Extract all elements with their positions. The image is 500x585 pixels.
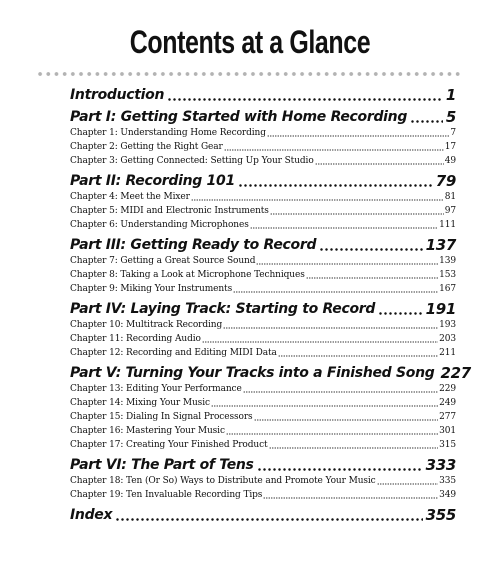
toc-chapter-entry bbox=[70, 218, 456, 232]
toc-chapter-entry bbox=[70, 382, 456, 396]
toc-chapter-label: Chapter 11: Recording Audio bbox=[70, 334, 201, 344]
dot-leader bbox=[377, 483, 438, 485]
toc-chapter-page: 153 bbox=[439, 270, 456, 280]
toc-section bbox=[70, 86, 456, 104]
toc-chapter-page: 277 bbox=[439, 412, 456, 422]
toc-chapter-entry bbox=[70, 332, 456, 346]
dot-leader bbox=[256, 263, 438, 265]
toc-chapter-label: Chapter 17: Creating Your Finished Product bbox=[70, 440, 268, 450]
toc-chapter-label: Chapter 19: Ten Invaluable Recording Tips bbox=[70, 490, 263, 500]
toc-part-label: Part I: Getting Started with Home Recording bbox=[70, 109, 408, 125]
toc-chapter-page: 111 bbox=[439, 220, 456, 230]
toc-chapter-label: Chapter 13: Editing Your Performance bbox=[70, 384, 242, 394]
toc-part-page: 1 bbox=[445, 86, 456, 104]
toc-chapter-entry bbox=[70, 424, 456, 438]
dot-leader bbox=[257, 468, 423, 471]
toc-chapter-label: Chapter 14: Mixing Your Music bbox=[70, 398, 210, 408]
dot-leader bbox=[226, 433, 438, 435]
toc-chapter-page: 211 bbox=[439, 348, 456, 358]
dot-leader bbox=[254, 419, 439, 421]
toc-part-entry bbox=[70, 108, 456, 126]
toc-section bbox=[70, 364, 471, 452]
toc-chapter-page: 97 bbox=[444, 206, 456, 216]
toc-chapter-entry bbox=[70, 254, 456, 268]
dot-leader bbox=[243, 391, 438, 393]
dot-leader bbox=[233, 291, 438, 293]
toc-part-entry bbox=[70, 364, 471, 382]
toc-part-entry bbox=[70, 300, 456, 318]
dot-leader bbox=[115, 518, 422, 521]
toc-chapter-page: 193 bbox=[439, 320, 456, 330]
toc-chapter-label: Chapter 4: Meet the Mixer bbox=[70, 192, 190, 202]
toc-chapter-label: Chapter 15: Dialing In Signal Processors bbox=[70, 412, 253, 422]
dot-leader bbox=[238, 184, 433, 187]
toc-chapter-entry bbox=[70, 190, 456, 204]
toc-chapter-page: 139 bbox=[439, 256, 456, 266]
toc-chapter-page: 167 bbox=[439, 284, 456, 294]
toc-chapter-page: 335 bbox=[439, 476, 456, 486]
toc-chapter-entry bbox=[70, 438, 456, 452]
toc-chapter-page: 301 bbox=[439, 426, 456, 436]
toc-section bbox=[70, 300, 456, 360]
toc-part-label: Introduction bbox=[70, 87, 165, 103]
dot-leader bbox=[319, 248, 422, 251]
table-of-contents bbox=[70, 86, 471, 528]
toc-part-label: Part III: Getting Ready to Record bbox=[70, 237, 317, 253]
toc-chapter-label: Chapter 12: Recording and Editing MIDI Data bbox=[70, 348, 277, 358]
toc-chapter-page: 349 bbox=[439, 490, 456, 500]
dot-leader bbox=[267, 135, 449, 137]
toc-part-page: 191 bbox=[425, 300, 456, 318]
toc-chapter-entry bbox=[70, 126, 456, 140]
dot-leader bbox=[191, 199, 444, 201]
toc-chapter-label: Chapter 2: Getting the Right Gear bbox=[70, 142, 223, 152]
toc-section bbox=[70, 506, 456, 524]
toc-chapter-entry bbox=[70, 268, 456, 282]
toc-chapter-page: 7 bbox=[450, 128, 456, 138]
dot-leader bbox=[250, 227, 438, 229]
dot-leader bbox=[410, 120, 443, 123]
toc-chapter-label: Chapter 8: Taking a Look at Microphone Techniques bbox=[70, 270, 305, 280]
dot-leader bbox=[269, 447, 439, 449]
dot-leader bbox=[278, 355, 438, 357]
toc-part-entry bbox=[70, 456, 456, 474]
toc-chapter-page: 203 bbox=[439, 334, 456, 344]
toc-chapter-entry bbox=[70, 204, 456, 218]
page-title: Contents at a Glance bbox=[129, 24, 371, 60]
toc-part-page: 355 bbox=[425, 506, 456, 524]
toc-part-page: 137 bbox=[425, 236, 456, 254]
toc-chapter-label: Chapter 3: Getting Connected: Setting Up Your Studio bbox=[70, 156, 314, 166]
dot-leader bbox=[223, 327, 438, 329]
toc-part-entry bbox=[70, 236, 456, 254]
toc-chapter-label: Chapter 10: Multitrack Recording bbox=[70, 320, 223, 330]
toc-section bbox=[70, 172, 456, 232]
toc-part-label: Part VI: The Part of Tens bbox=[70, 457, 254, 473]
dot-leader bbox=[263, 497, 438, 499]
dot-leader bbox=[211, 405, 438, 407]
toc-chapter-page: 315 bbox=[439, 440, 456, 450]
toc-part-entry bbox=[70, 86, 456, 104]
toc-part-page: 79 bbox=[435, 172, 456, 190]
toc-chapter-page: 17 bbox=[444, 142, 456, 152]
toc-section bbox=[70, 108, 456, 168]
toc-chapter-entry bbox=[70, 488, 456, 502]
dotted-divider bbox=[36, 70, 462, 78]
dot-leader bbox=[270, 213, 444, 215]
toc-chapter-page: 81 bbox=[444, 192, 456, 202]
toc-chapter-label: Chapter 16: Mastering Your Music bbox=[70, 426, 225, 436]
dot-leader bbox=[306, 277, 438, 279]
toc-part-label: Part IV: Laying Track: Starting to Record bbox=[70, 301, 376, 317]
dot-leader bbox=[167, 98, 443, 101]
toc-part-label: Index bbox=[70, 507, 113, 523]
toc-part-label: Part II: Recording 101 bbox=[70, 173, 235, 189]
dot-leader bbox=[224, 149, 444, 151]
toc-chapter-entry bbox=[70, 346, 456, 360]
toc-part-label: Part V: Turning Your Tracks into a Finished Song bbox=[70, 365, 435, 381]
toc-chapter-page: 49 bbox=[444, 156, 456, 166]
toc-section bbox=[70, 236, 456, 296]
toc-chapter-label: Chapter 5: MIDI and Electronic Instruments bbox=[70, 206, 269, 216]
toc-chapter-entry bbox=[70, 396, 456, 410]
dot-leader bbox=[315, 163, 444, 165]
toc-chapter-entry bbox=[70, 474, 456, 488]
toc-part-page: 333 bbox=[425, 456, 456, 474]
toc-part-entry bbox=[70, 506, 456, 524]
toc-chapter-entry bbox=[70, 154, 456, 168]
toc-chapter-page: 249 bbox=[439, 398, 456, 408]
toc-part-entry bbox=[70, 172, 456, 190]
toc-chapter-entry bbox=[70, 282, 456, 296]
dot-leader bbox=[378, 312, 422, 315]
toc-chapter-label: Chapter 1: Understanding Home Recording bbox=[70, 128, 266, 138]
toc-chapter-entry bbox=[70, 140, 456, 154]
toc-chapter-label: Chapter 9: Miking Your Instruments bbox=[70, 284, 233, 294]
toc-chapter-label: Chapter 7: Getting a Great Source Sound bbox=[70, 256, 256, 266]
toc-chapter-label: Chapter 18: Ten (Or So) Ways to Distribute and Promote Your Music bbox=[70, 476, 376, 486]
toc-chapter-entry bbox=[70, 410, 456, 424]
toc-part-page: 5 bbox=[445, 108, 456, 126]
toc-chapter-page: 229 bbox=[439, 384, 456, 394]
toc-chapter-label: Chapter 6: Understanding Microphones bbox=[70, 220, 249, 230]
toc-section bbox=[70, 456, 456, 502]
toc-part-page: 227 bbox=[440, 364, 471, 382]
dot-leader bbox=[202, 341, 438, 343]
toc-chapter-entry bbox=[70, 318, 456, 332]
